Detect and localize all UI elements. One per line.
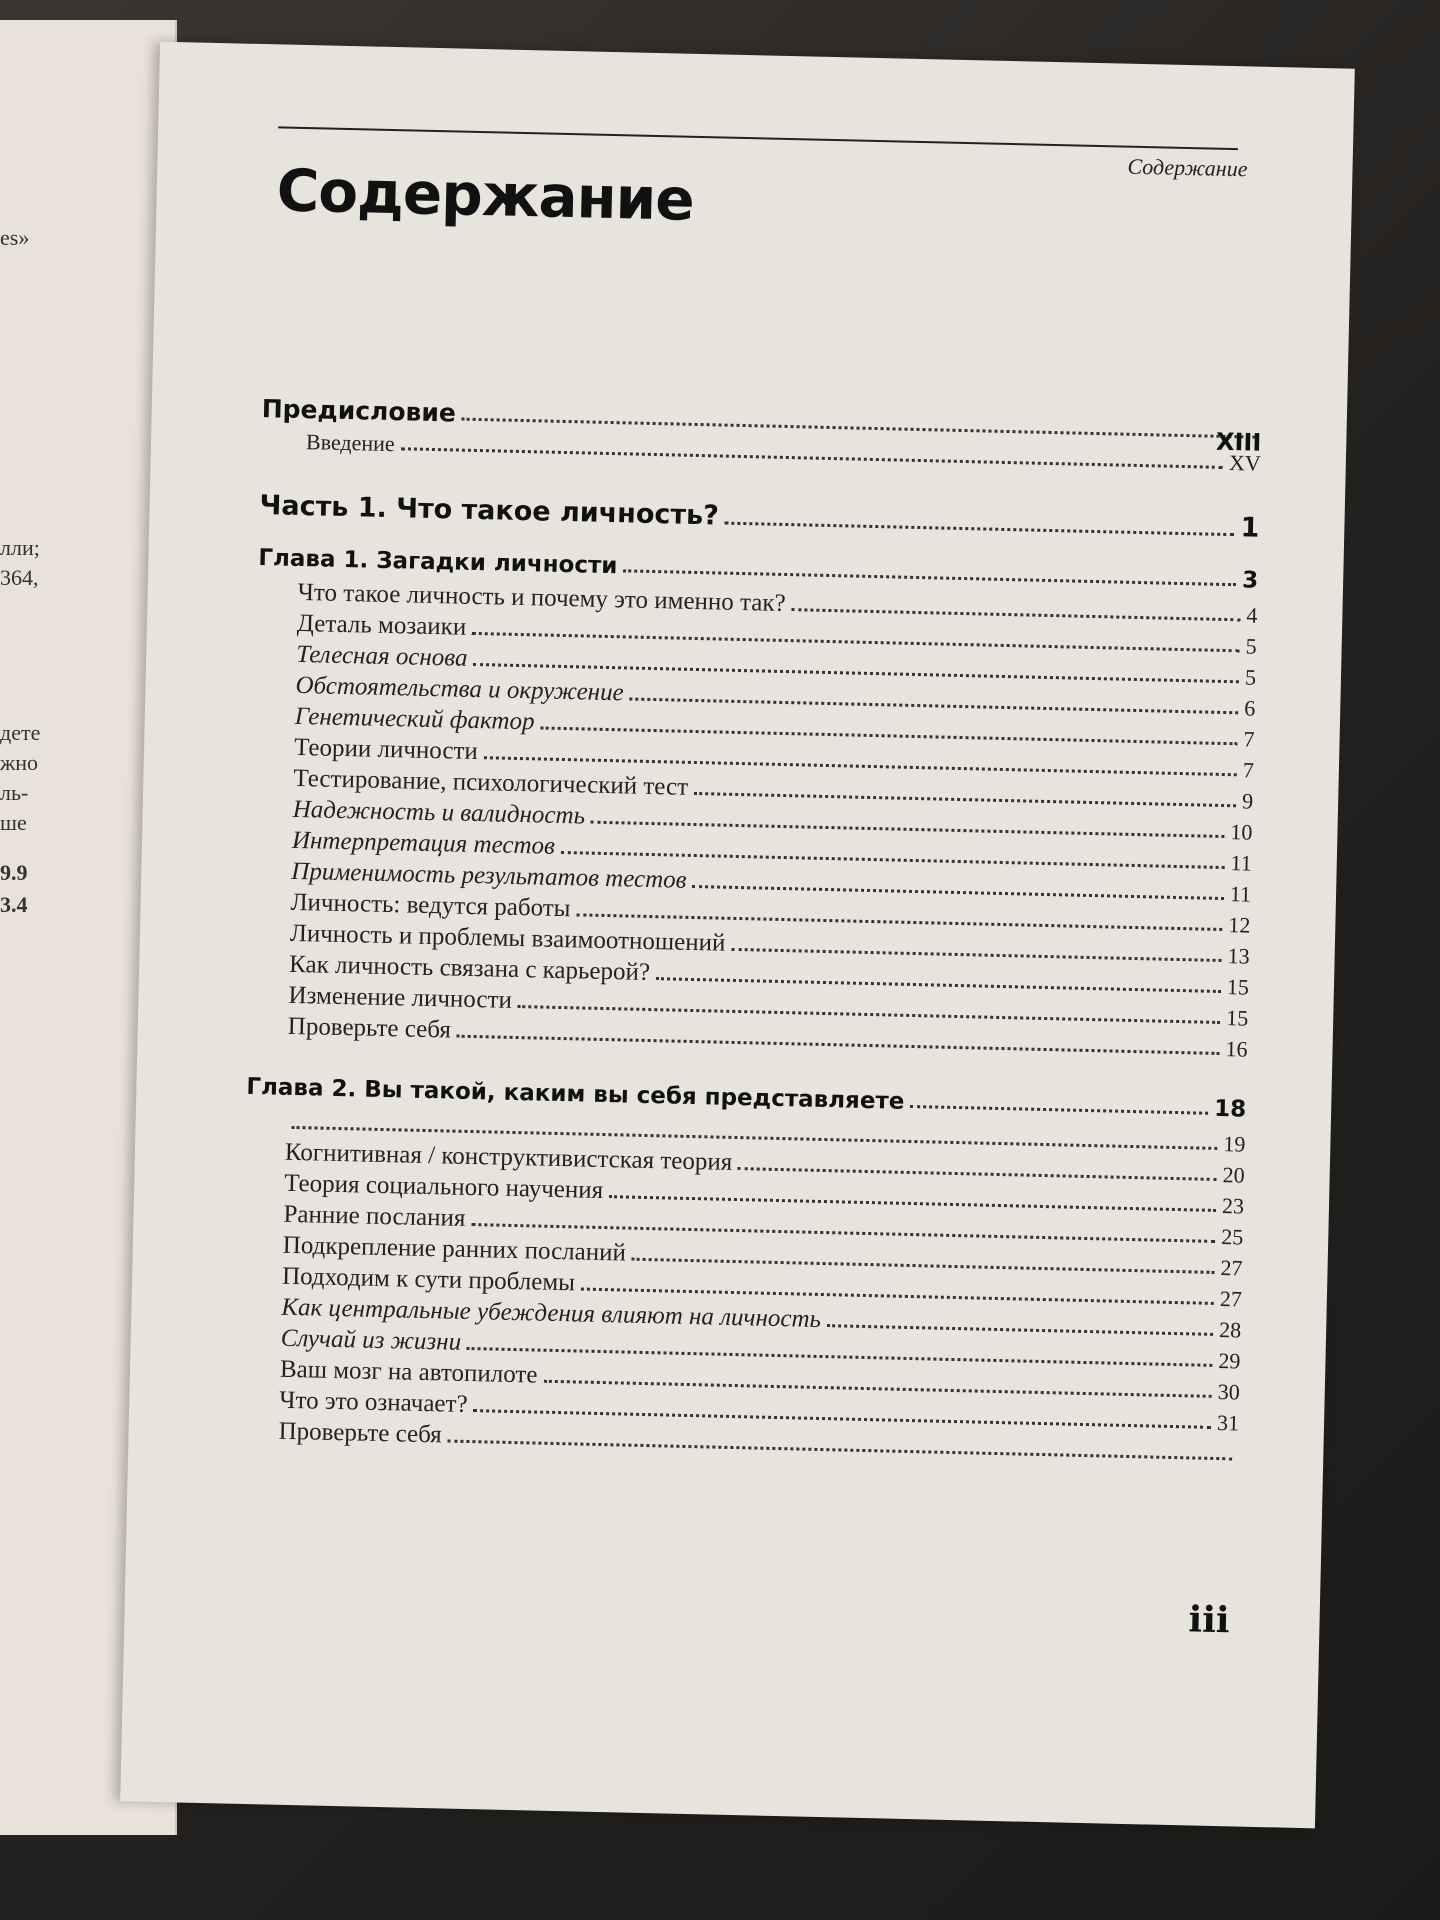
leader-dots bbox=[401, 447, 1223, 469]
toc-entry-label: Что такое личность и почему это именно так? bbox=[297, 578, 786, 618]
toc-entry-label: Личность и проблемы взаимоотношений bbox=[289, 919, 726, 957]
toc-introduction-page: XV bbox=[1228, 450, 1262, 476]
toc-part-label: Часть 1. Что такое личность? bbox=[259, 490, 720, 532]
toc-entry-label: Теория социального научения bbox=[283, 1169, 604, 1205]
toc-entry-page: 31 bbox=[1216, 1410, 1240, 1436]
toc-entry-page: 7 bbox=[1243, 726, 1255, 752]
toc-entry-page: 27 bbox=[1220, 1255, 1243, 1281]
toc-entry-label: Личность: ведутся работы bbox=[290, 888, 571, 923]
toc-entry-label: Применимость результатов тестов bbox=[291, 857, 687, 894]
toc-entry-label: Генетический фактор bbox=[294, 702, 535, 736]
toc-entry-page: 12 bbox=[1228, 912, 1251, 938]
leader-dots bbox=[457, 1035, 1220, 1055]
toc-entry-page: 11 bbox=[1230, 850, 1253, 876]
leader-dots bbox=[448, 1440, 1233, 1461]
leader-dots bbox=[623, 569, 1236, 586]
toc-entry-label: Проверьте себя bbox=[278, 1417, 443, 1449]
toc-entry-page: 30 bbox=[1217, 1379, 1241, 1405]
toc-entry-page: 16 bbox=[1225, 1036, 1248, 1062]
table-of-contents bbox=[238, 394, 1262, 1467]
toc-entry-label: Что это означает? bbox=[279, 1386, 468, 1418]
toc-entry-label: Подкрепление ранних посланий bbox=[282, 1231, 627, 1267]
toc-entry-label: Теории личности bbox=[293, 733, 479, 766]
toc-entry-label: Обстоятельства и окружение bbox=[295, 671, 625, 707]
toc-entry-page: 13 bbox=[1227, 943, 1250, 969]
page-title: Содержание bbox=[276, 156, 695, 234]
left-page-fragment: 3.4 bbox=[0, 892, 28, 917]
toc-entry-label: Ваш мозг на автопилоте bbox=[279, 1355, 538, 1389]
toc-entry-page: 10 bbox=[1230, 819, 1253, 845]
toc-entry-page: 6 bbox=[1243, 695, 1256, 721]
running-head: Содержание bbox=[1127, 153, 1248, 182]
toc-chapter-page: 3 bbox=[1241, 567, 1259, 594]
toc-entry-label: Ранние послания bbox=[283, 1200, 466, 1232]
toc-entry-page: 29 bbox=[1218, 1348, 1241, 1374]
left-page-fragment: ше bbox=[0, 810, 27, 835]
toc-introduction-label: Введение bbox=[305, 429, 396, 457]
toc-entry-page: 20 bbox=[1222, 1162, 1245, 1188]
toc-entry-label: Подходим к сути проблемы bbox=[281, 1262, 576, 1297]
toc-entry-label: Изменение личности bbox=[288, 981, 513, 1014]
toc-entry-label: Случай из жизни bbox=[280, 1324, 462, 1356]
toc-entry-page: 15 bbox=[1226, 974, 1250, 1000]
toc-entry-label: Как личность связана с карьерой? bbox=[288, 950, 651, 987]
toc-entry-page: 4 bbox=[1246, 602, 1258, 628]
toc-chapter-label: Глава 2. Вы такой, каким вы себя представляете bbox=[246, 1073, 905, 1115]
toc-entry-page: 7 bbox=[1242, 757, 1255, 783]
toc-entry-page: 28 bbox=[1218, 1317, 1242, 1343]
toc-entry-label: Проверьте себя bbox=[287, 1012, 452, 1044]
toc-entry-label: Когнитивная / конструктивистская теория bbox=[284, 1138, 733, 1176]
toc-entry-page: 15 bbox=[1225, 1005, 1249, 1031]
toc-entry-label: Телесная основа bbox=[295, 640, 468, 672]
toc-entry-label: Как центральные убеждения влияют на личность bbox=[281, 1293, 822, 1333]
toc-entry-page: 25 bbox=[1220, 1224, 1244, 1250]
left-page-fragment: 364, bbox=[0, 565, 39, 590]
toc-entry-page: 27 bbox=[1219, 1286, 1243, 1312]
toc-entry-label: Интерпретация тестов bbox=[291, 826, 556, 860]
toc-entry-page: 5 bbox=[1245, 633, 1257, 659]
toc-preface-label: Предисловие bbox=[261, 394, 457, 428]
left-page-fragment: лли; bbox=[0, 535, 40, 560]
header-rule bbox=[278, 126, 1238, 150]
toc-chapter-page: 18 bbox=[1213, 1095, 1247, 1123]
toc-entry-page: 19 bbox=[1223, 1131, 1246, 1157]
toc-entry-page: 9 bbox=[1241, 788, 1254, 814]
leader-dots bbox=[827, 1324, 1213, 1336]
toc-entry-page: 11 bbox=[1229, 881, 1252, 907]
left-page-fragment: ль- bbox=[0, 780, 29, 805]
toc-chapter-label: Глава 1. Загадки личности bbox=[258, 545, 618, 580]
left-page-fragment: жно bbox=[0, 750, 38, 775]
page-number: iii bbox=[1188, 1598, 1231, 1642]
leader-dots bbox=[910, 1105, 1208, 1115]
toc-entry-label: Надежность и валидность bbox=[292, 795, 586, 830]
toc-part bbox=[259, 490, 1259, 544]
toc-entry-page: 23 bbox=[1221, 1193, 1245, 1219]
toc-entry-page: 5 bbox=[1244, 664, 1257, 690]
toc-preface-page: XIII bbox=[1215, 427, 1262, 457]
leader-dots bbox=[725, 522, 1235, 537]
left-page-fragment: es» bbox=[0, 225, 30, 250]
left-page-fragment: 9.9 bbox=[0, 860, 28, 885]
toc-entry-label: Тестирование, психологический тест bbox=[293, 764, 689, 801]
contents-page bbox=[120, 42, 1355, 1829]
left-page-fragment: дете bbox=[0, 720, 41, 745]
toc-entry-label: Деталь мозаики bbox=[296, 609, 467, 641]
toc-part-page: 1 bbox=[1240, 512, 1260, 544]
